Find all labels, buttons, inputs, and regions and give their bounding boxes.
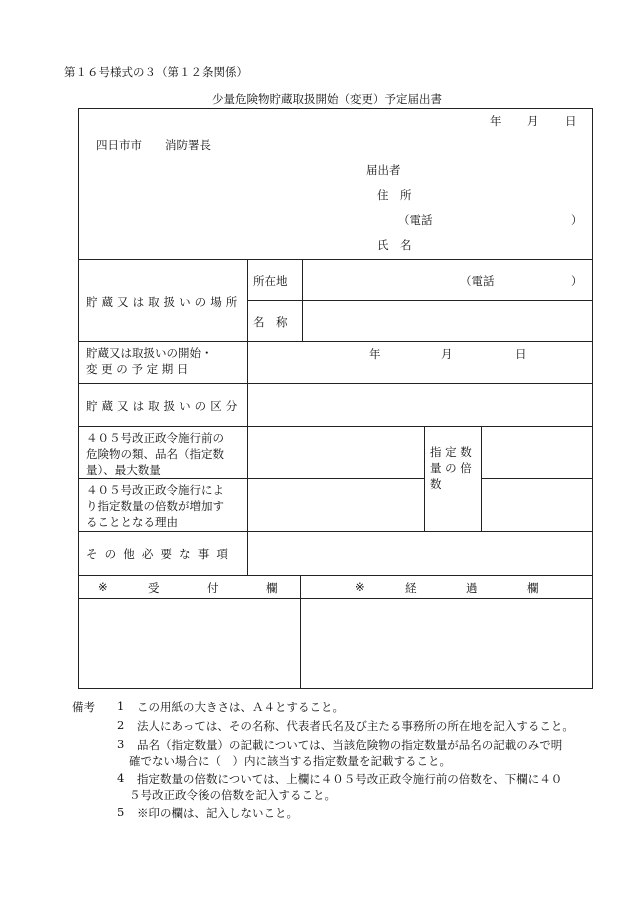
name-label: 氏 名 xyxy=(377,238,412,252)
pre-label-2: 危険物の類、品名（指定数 xyxy=(86,447,224,461)
reception-mark: ※ xyxy=(98,580,108,594)
schedule-label-2: 変 更 の 予 定 期 日 xyxy=(86,362,189,376)
note-1-text: この用紙の大きさは、Ａ４とすること。 xyxy=(137,700,344,714)
schedule-year: 年 xyxy=(369,347,381,361)
schedule-day: 日 xyxy=(515,347,527,361)
progress-label-2: 過 xyxy=(466,581,478,595)
addressee: 四日市市 消防署長 xyxy=(96,138,211,152)
applicant-phone-close: ） xyxy=(571,213,583,227)
note-4-text-2: ５号改正政令後の倍数を記入すること。 xyxy=(129,788,336,802)
multiple-label-2: 量 の 倍 xyxy=(430,461,472,475)
note-5-number: 5 xyxy=(117,805,125,819)
reception-label-1: 受 xyxy=(148,581,160,595)
note-3-text-2: 確でない場合に（ ）内に該当する指定数量を記載すること。 xyxy=(129,754,451,768)
note-2-number: 2 xyxy=(117,718,125,732)
progress-label-1: 経 xyxy=(405,581,417,595)
pre-label-3: 量）、最大数量 xyxy=(86,463,161,477)
form-number: 第１６号様式の３（第１２条関係） xyxy=(64,65,248,79)
multiple-label-3: 数 xyxy=(430,477,442,491)
date-year: 年 xyxy=(490,114,502,128)
note-1-number: 1 xyxy=(117,699,125,713)
address-label: 住 所 xyxy=(377,188,412,202)
post-label-2: り指定数量の倍数が増加す xyxy=(86,499,224,513)
place-label: 貯蔵又は取扱いの場所 xyxy=(86,295,242,309)
note-4-text-1: 指定数量の倍数については、上欄に４０５号改正政令施行前の倍数を、下欄に４０ xyxy=(137,772,563,786)
date-month: 月 xyxy=(527,114,539,128)
category-label: 貯蔵又は取扱いの区分 xyxy=(86,399,242,413)
note-3-number: 3 xyxy=(117,737,125,751)
schedule-month: 月 xyxy=(441,347,453,361)
other-label: その他必要な事項 xyxy=(86,547,236,561)
pre-label-1: ４０５号改正政令施行前の xyxy=(86,431,224,445)
applicant-label: 届出者 xyxy=(366,163,401,177)
facility-name-label: 名 称 xyxy=(253,315,288,329)
notes-heading: 備考 xyxy=(72,700,95,714)
form-title: 少量危険物貯蔵取扱開始（変更）予定届出書 xyxy=(212,92,442,106)
note-5-text: ※印の欄は、記入しないこと。 xyxy=(137,806,298,820)
note-4-number: 4 xyxy=(117,771,125,785)
location-label: 所在地 xyxy=(253,274,288,288)
location-phone-close: ） xyxy=(571,274,583,288)
multiple-label-1: 指 定 数 xyxy=(430,445,472,459)
reception-label-2: 付 xyxy=(207,581,219,595)
note-2-text: 法人にあっては、その名称、代表者氏名及び主たる事務所の所在地を記入すること。 xyxy=(137,719,574,733)
reception-label-3: 欄 xyxy=(266,581,278,595)
progress-label-3: 欄 xyxy=(527,581,539,595)
note-3-text-1: 品名（指定数量）の記載については、当該危険物の指定数量が品名の記載のみで明 xyxy=(137,738,563,752)
progress-mark: ※ xyxy=(355,580,365,594)
date-day: 日 xyxy=(565,114,577,128)
schedule-label-1: 貯蔵又は取扱いの開始・ xyxy=(86,346,213,360)
post-label-3: ることとなる理由 xyxy=(86,515,178,529)
post-label-1: ４０５号改正政令施行によ xyxy=(86,483,224,497)
applicant-phone-open: （電話 xyxy=(398,213,433,227)
location-phone-open: （電話 xyxy=(460,274,495,288)
